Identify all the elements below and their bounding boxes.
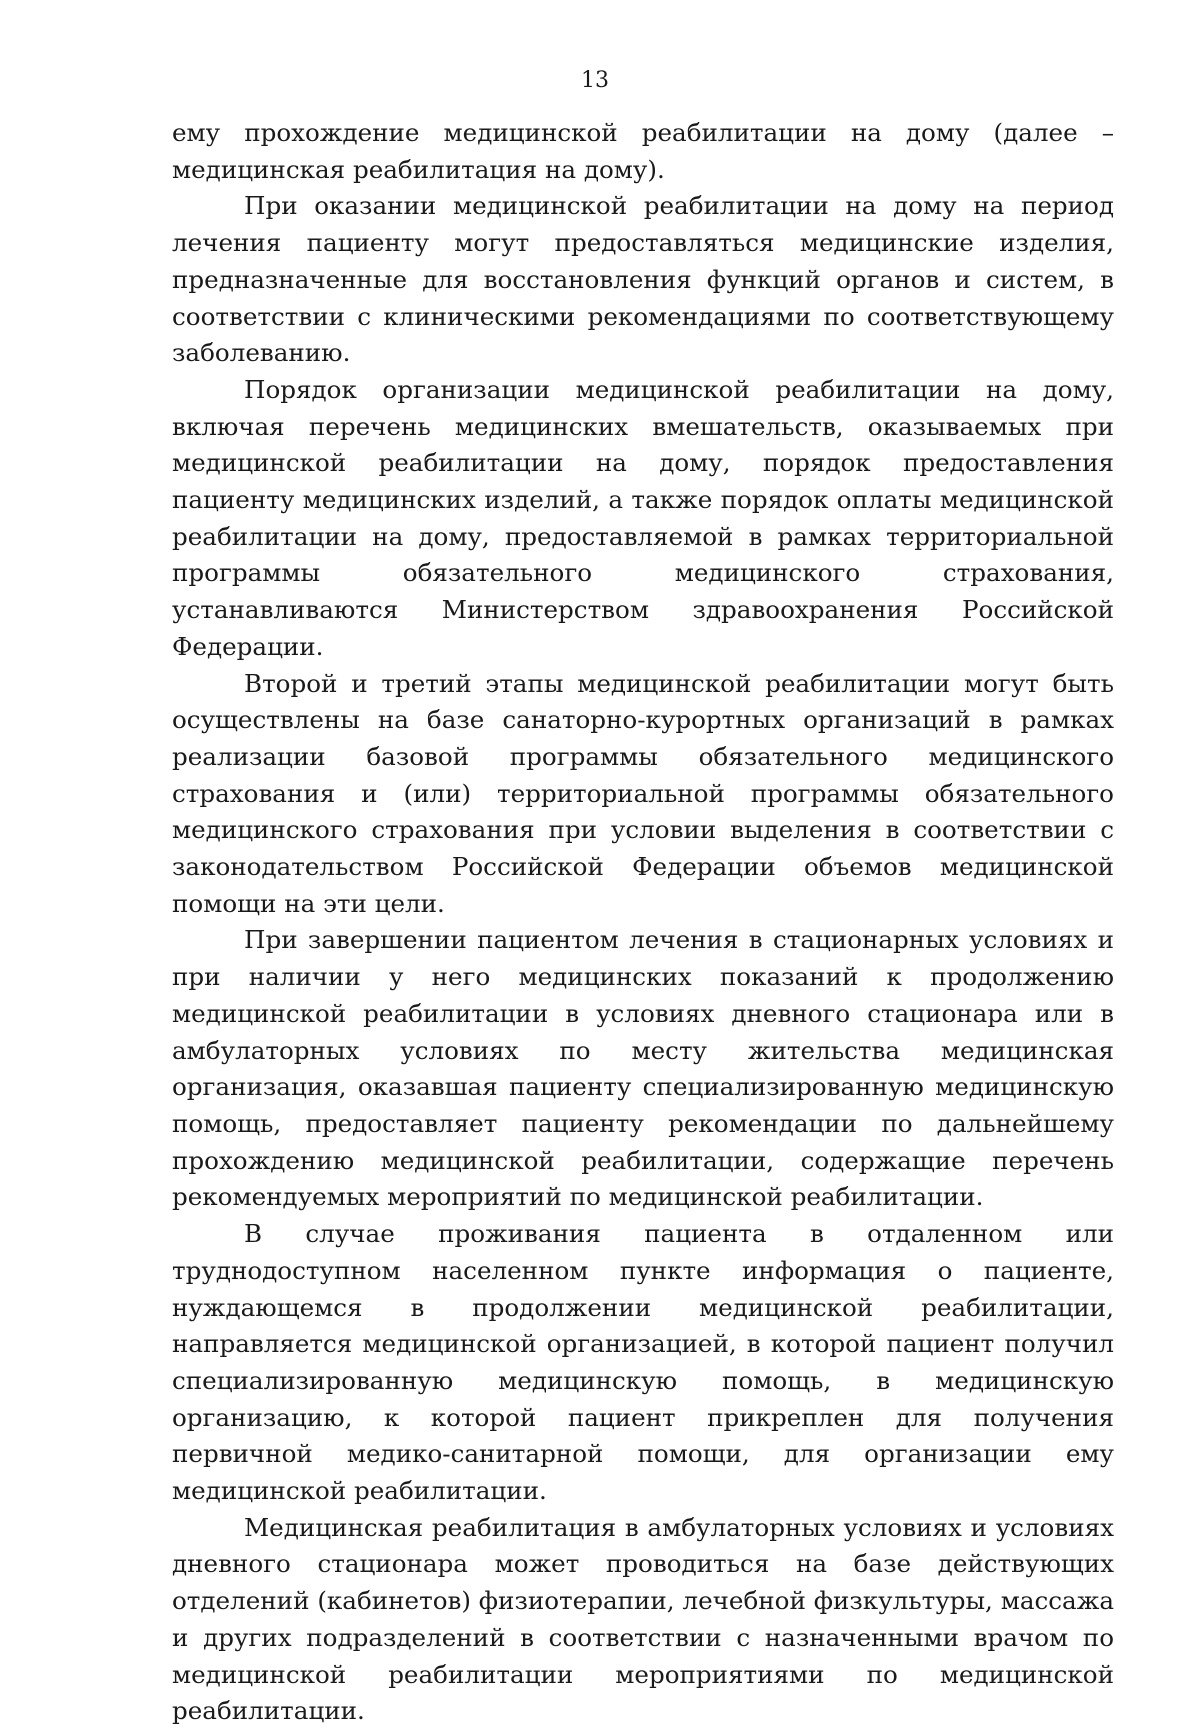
paragraph: При завершении пациентом лечения в стационарных условиях и при наличии у него медицинских показаний к продолжению медицинской реабилитации в условиях дневного стационара или в амбулаторных условиях по месту жительства медицинская организация, оказавшая пациенту специализированную медицинскую помощь, предоставляет пациенту рекомендации по дальнейшему прохождению медицинской реабилитации, содержащие перечень рекомендуемых мероприятий по медицинской реабилитации. (172, 925, 1114, 1212)
paragraph: Второй и третий этапы медицинской реабилитации могут быть осуществлены на базе санаторно-курортных организаций в рамках реализации базовой программы обязательного медицинского страхования и (или) территориальной программы обязательного медицинского страхования при условии выделения в соответствии с законодательством Российской Федерации объемов медицинской помощи на эти цели. (172, 668, 1114, 918)
paragraph-continued: ему прохождение медицинской реабилитации на дому (далее – медицинская реабилитация на дому). (172, 118, 1114, 184)
paragraph: В случае проживания пациента в отдаленном или труднодоступном населенном пункте информация о пациенте, нуждающемся в продолжении медицинской реабилитации, направляется медицинской организацией, в которой пациент получил специализированную медицинскую помощь, в медицинскую организацию, к которой пациент прикреплен для получения первичной медико-санитарной помощи, для организации ему медицинской реабилитации. (172, 1219, 1114, 1506)
paragraph: При оказании медицинской реабилитации на дому на период лечения пациенту могут предоставляться медицинские изделия, предназначенные для восстановления функций органов и систем, в соответствии с клиническими рекомендациями по соответствующему заболеванию. (172, 191, 1114, 368)
paragraph: Медицинская реабилитация в амбулаторных условиях и условиях дневного стационара может проводиться на базе действующих отделений (кабинетов) физиотерапии, лечебной физкультуры, массажа и других подразделений в соответствии с назначенными врачом по медицинской реабилитации мероприятиями по медицинской реабилитации. (172, 1512, 1114, 1726)
document-body (172, 115, 1114, 1730)
page-number: 13 (581, 68, 609, 93)
paragraph: Порядок организации медицинской реабилитации на дому, включая перечень медицинских вмешательств, оказываемых при медицинской реабилитации на дому, порядок предоставления пациенту медицинских изделий, а также порядок оплаты медицинской реабилитации на дому, предоставляемой в рамках территориальной программы обязательного медицинского страхования, устанавливаются Министерством здравоохранения Российской Федерации. (172, 374, 1114, 661)
